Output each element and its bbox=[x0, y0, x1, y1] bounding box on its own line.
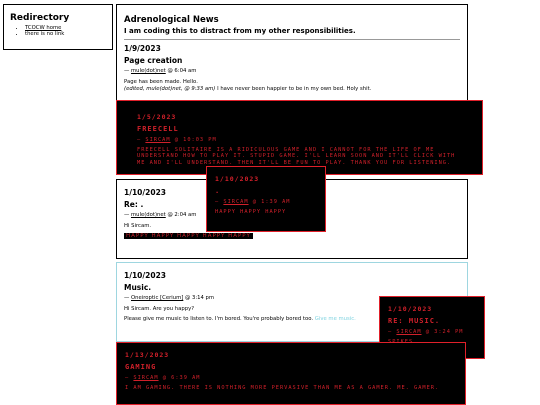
post-time: @ 2:04 am bbox=[167, 212, 197, 218]
post-line: Hi Sircam. bbox=[124, 223, 152, 229]
post-time: @ 10:03 PM bbox=[174, 137, 217, 143]
post-line-text: Please give me music to listen to. I'm bored. You're probably bored too. bbox=[124, 315, 314, 322]
sidebar-link-list bbox=[10, 26, 106, 37]
red-post-freecell[interactable] bbox=[116, 100, 483, 175]
site-tagline: I am coding this to distract from my other responsibilities. bbox=[124, 27, 356, 35]
edited-note: (edited, mule(dot)net, @ 9:33 am) bbox=[124, 85, 216, 92]
red-post-dot[interactable] bbox=[206, 166, 326, 232]
sidebar-item-no-link: • there is no link bbox=[25, 32, 106, 38]
post-time: @ 6:39 AM bbox=[162, 375, 201, 381]
author-link[interactable]: mule(dot)net bbox=[130, 212, 166, 218]
post-title: GAMING bbox=[125, 363, 157, 371]
post-date: 1/5/2023 bbox=[137, 113, 177, 121]
post-byline bbox=[388, 329, 476, 335]
post-body: FREECELL SOLITAIRE IS A RIDICULOUS GAME AND I CANNOT FOR THE LIFE OF ME UNDERSTAND HOW TO PLAY IT. STUPID GAME. I'LL LEARN SOON AND IT'LL CLICK WITH ME AND I'LL UNDERSTAND. THEN IT'LL BE FUN TO PLAY. THANK YOU FOR LISTENING. bbox=[137, 147, 456, 166]
post-byline bbox=[137, 137, 462, 143]
sidebar-title: Redirectory bbox=[10, 13, 70, 23]
music-link[interactable]: Give me music. bbox=[314, 315, 356, 322]
post-time: @ 3:24 PM bbox=[425, 329, 464, 335]
main-panel bbox=[116, 4, 468, 104]
byline-dash: — bbox=[388, 329, 393, 335]
post-byline bbox=[125, 375, 457, 381]
post-date: 1/10/2023 bbox=[388, 305, 433, 313]
byline-dash: — bbox=[125, 375, 130, 381]
byline-dash: — bbox=[124, 212, 130, 218]
post-title: RE: MUSIC. bbox=[388, 317, 441, 325]
red-post-gaming[interactable] bbox=[116, 342, 466, 405]
post-time: @ 6:04 am bbox=[167, 68, 197, 74]
post-line bbox=[124, 86, 460, 93]
post-date: 1/10/2023 bbox=[215, 175, 260, 183]
header-divider bbox=[124, 39, 460, 40]
sidebar bbox=[3, 4, 113, 50]
post-title: Music. bbox=[124, 283, 152, 292]
author-link[interactable]: SIRCAM bbox=[133, 375, 159, 381]
author-link[interactable]: SIRCAM bbox=[396, 329, 422, 335]
post-date: 1/10/2023 bbox=[124, 271, 167, 280]
post-line bbox=[124, 233, 460, 240]
post-line-text: I have never been happier to be in my own bed. Holy shit. bbox=[217, 85, 372, 92]
post-title: Page creation bbox=[124, 56, 183, 65]
post-byline bbox=[124, 68, 460, 74]
author-link[interactable]: Oneiroptic [Cerium] bbox=[130, 295, 184, 301]
byline-dash: — bbox=[137, 137, 142, 143]
byline-dash: — bbox=[124, 68, 130, 74]
post-title: Re: . bbox=[124, 200, 144, 209]
byline-dash: — bbox=[124, 295, 130, 301]
post-line: Page has been made. Hello. bbox=[124, 79, 198, 85]
highlighted-text: HAPPY HAPPY HAPPY HAPPY HAPPY bbox=[126, 232, 251, 239]
post-byline bbox=[215, 199, 317, 205]
author-link[interactable]: mule(dot)net bbox=[130, 68, 166, 74]
post-line: Hi Sircam. Are you happy? bbox=[124, 306, 195, 312]
post-date: 1/9/2023 bbox=[124, 44, 161, 53]
post-title: FREECELL bbox=[137, 125, 179, 133]
post-time: @ 3:14 pm bbox=[185, 295, 215, 301]
post-time: @ 1:39 AM bbox=[252, 199, 291, 205]
post-date: 1/10/2023 bbox=[124, 188, 167, 197]
post-body: HAPPY HAPPY HAPPY bbox=[215, 209, 287, 215]
post-body bbox=[124, 79, 460, 92]
home-link[interactable]: TCOCW home bbox=[25, 25, 62, 31]
post-title: . bbox=[215, 187, 221, 195]
author-link[interactable]: SIRCAM bbox=[223, 199, 249, 205]
site-title: Adrenological News bbox=[124, 15, 219, 25]
post-body: I AM GAMING. THERE IS NOTHING MORE PERVASIVE THAN ME AS A GAMER. ME. GAMER. bbox=[125, 385, 440, 391]
author-link[interactable]: SIRCAM bbox=[145, 137, 171, 143]
post-date: 1/13/2023 bbox=[125, 351, 170, 359]
byline-dash: — bbox=[215, 199, 220, 205]
